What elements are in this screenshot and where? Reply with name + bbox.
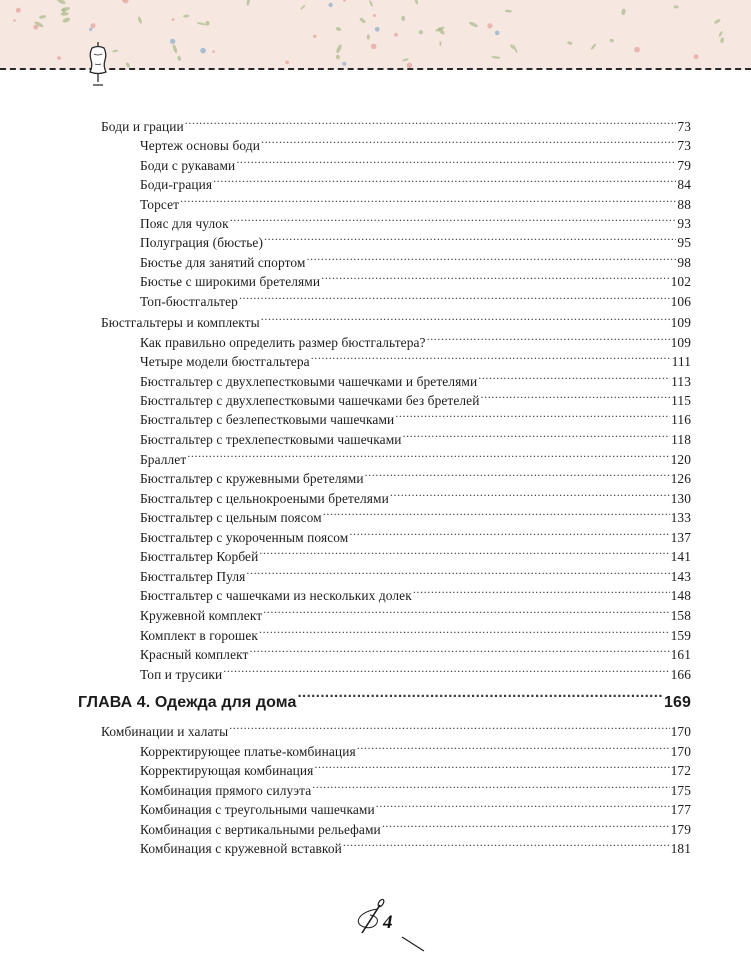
toc-entry-title: Бюстгальтер с чашечками из нескольких долек — [140, 588, 412, 603]
toc-entry-title: Комбинация с треугольными чашечками — [140, 802, 375, 817]
dot-leader — [230, 210, 677, 228]
toc-entry-page: 166 — [670, 667, 691, 682]
toc-entry-title: Бюстгальтер Корбей — [140, 549, 259, 564]
toc-entry-page: 106 — [670, 294, 691, 309]
dot-leader — [261, 309, 670, 327]
toc-entry-title: Комплект в горошек — [140, 628, 258, 643]
dot-leader — [390, 485, 670, 503]
toc-entry-page: 102 — [670, 274, 691, 289]
toc-entry-title: Четыре модели бюстгальтера — [140, 354, 310, 369]
toc-entry-page: 84 — [677, 177, 691, 192]
dot-leader — [321, 268, 669, 286]
toc-chapter — [78, 685, 691, 714]
dot-leader — [259, 622, 670, 640]
toc-entry-page: 109 — [670, 315, 691, 330]
toc-entry-page: 158 — [670, 608, 691, 623]
dot-leader — [343, 835, 670, 853]
dot-leader — [263, 602, 669, 620]
toc-entry-page: 113 — [671, 374, 691, 389]
toc-entry-title: Топ-бюстгальтер — [140, 294, 238, 309]
dot-leader — [478, 368, 670, 386]
dot-leader — [180, 191, 676, 209]
toc-entry-page: 181 — [670, 841, 691, 856]
page-number: 4 — [383, 912, 393, 933]
dot-leader — [382, 816, 670, 834]
toc-entry — [140, 661, 691, 684]
toc-entry-title: Бюстгальтеры и комплекты — [101, 315, 260, 330]
dot-leader — [223, 661, 669, 679]
dot-leader — [246, 563, 669, 581]
toc-entry-page: 169 — [664, 694, 691, 711]
toc-entry-page: 170 — [670, 724, 691, 739]
toc-entry-page: 98 — [677, 255, 691, 270]
dot-leader — [413, 582, 670, 600]
toc-entry-page: 109 — [670, 335, 691, 350]
toc-entry-title: Боди с рукавами — [140, 158, 236, 173]
toc-entry-title: Комбинация с вертикальными рельефами — [140, 822, 381, 837]
dot-leader — [236, 152, 676, 170]
toc-entry-page: 159 — [670, 628, 691, 643]
toc-entry-page: 175 — [670, 783, 691, 798]
toc-entry-title: Бюстгальтер с трехлепестковыми чашечками — [140, 432, 402, 447]
toc-entry — [140, 288, 691, 311]
toc-entry-title: Бюстгальтер с безлепестковыми чашечками — [140, 412, 395, 427]
toc-entry-page: 141 — [670, 549, 691, 564]
toc-entry-title: Бюстгальтер с цельнокроеными бретелями — [140, 491, 389, 506]
dot-leader — [427, 329, 670, 347]
dot-leader — [250, 641, 670, 659]
toc-entry-title: ГЛАВА 4. Одежда для дома — [78, 694, 297, 711]
toc-entry-page: 88 — [677, 197, 691, 212]
dot-leader — [213, 171, 676, 189]
toc-entry-page: 177 — [670, 802, 691, 817]
toc-entry-page: 73 — [677, 138, 691, 153]
toc-entry-title: Торсет — [140, 197, 180, 212]
toc-entry-title: Комбинации и халаты — [101, 724, 229, 739]
toc-entry-title: Бюстье для занятий спортом — [140, 255, 306, 270]
toc-entry-page: 73 — [677, 119, 691, 134]
dot-leader — [403, 426, 671, 444]
dot-leader — [187, 446, 669, 464]
dot-leader — [239, 288, 670, 306]
toc-entry-title: Комбинация прямого силуэта — [140, 783, 312, 798]
toc-entry-page: 130 — [670, 491, 691, 506]
toc-entry-page: 161 — [670, 647, 691, 662]
toc-entry-title: Бюстгальтер с двухлепестковыми чашечками без бретелей — [140, 393, 480, 408]
toc-entry-title: Бюстгальтер Пуля — [140, 569, 246, 584]
toc-entry-title: Бюстгальтер с цельным поясом — [140, 510, 322, 525]
toc-entry-title: Как правильно определить размер бюстгальтера? — [140, 335, 426, 350]
toc-entry-page: 143 — [670, 569, 691, 584]
toc-entry-title: Браллет — [140, 452, 187, 467]
toc-entry-page: 148 — [670, 588, 691, 603]
toc-entry-page: 170 — [670, 744, 691, 759]
dot-leader — [481, 387, 671, 405]
toc-entry-page: 120 — [670, 452, 691, 467]
dot-leader — [297, 685, 663, 707]
toc-entry-title: Полуграция (бюстье) — [140, 235, 264, 250]
toc-entry-title: Боди-грация — [140, 177, 213, 192]
toc-entry-page: 93 — [677, 216, 691, 231]
toc-entry-title: Корректирующая комбинация — [140, 763, 314, 778]
toc-entry-title: Бюстгальтер с укороченным поясом — [140, 530, 349, 545]
dot-leader — [229, 718, 669, 736]
toc-entry-title: Красный комплект — [140, 647, 249, 662]
dot-leader — [261, 132, 676, 150]
dot-leader — [357, 738, 670, 756]
toc-entry-page: 111 — [671, 354, 691, 369]
toc-entry-page: 79 — [677, 158, 691, 173]
toc-entry-title: Кружевной комплект — [140, 608, 263, 623]
toc-entry-title: Комбинация с кружевной вставкой — [140, 841, 342, 856]
dot-leader — [395, 406, 670, 424]
dot-leader — [314, 757, 669, 775]
toc-entry-page: 126 — [670, 471, 691, 486]
dot-leader — [312, 777, 669, 795]
toc-entry-title: Бюстье с широкими бретелями — [140, 274, 321, 289]
toc-entry-page: 133 — [670, 510, 691, 525]
dot-leader — [365, 465, 670, 483]
dot-leader — [323, 504, 670, 522]
dot-leader — [185, 113, 677, 131]
toc-entry-page: 116 — [671, 412, 691, 427]
toc-entry-title: Топ и трусики — [140, 667, 223, 682]
toc-entry-title: Корректирующее платье-комбинация — [140, 744, 356, 759]
dot-leader — [376, 796, 670, 814]
dot-leader — [264, 229, 676, 247]
toc-entry-title: Чертеж основы боди — [140, 138, 260, 153]
toc-entry-page: 95 — [677, 235, 691, 250]
toc-entry-title: Пояс для чулок — [140, 216, 229, 231]
toc-entry-page: 115 — [671, 393, 691, 408]
toc-entry-title: Бюстгальтер с двухлепестковыми чашечками и бретелями — [140, 374, 478, 389]
toc-entry-title: Бюстгальтер с кружевными бретелями — [140, 471, 364, 486]
dot-leader — [259, 543, 669, 561]
dot-leader — [307, 249, 677, 267]
toc-entry-page: 137 — [670, 530, 691, 545]
toc-entry-title: Боди и грации — [101, 119, 184, 134]
dot-leader — [311, 348, 671, 366]
toc-entry — [140, 835, 691, 858]
toc-entry-page: 179 — [670, 822, 691, 837]
toc-entry-page: 118 — [671, 432, 691, 447]
dot-leader — [349, 524, 669, 542]
toc-entry-page: 172 — [670, 763, 691, 778]
